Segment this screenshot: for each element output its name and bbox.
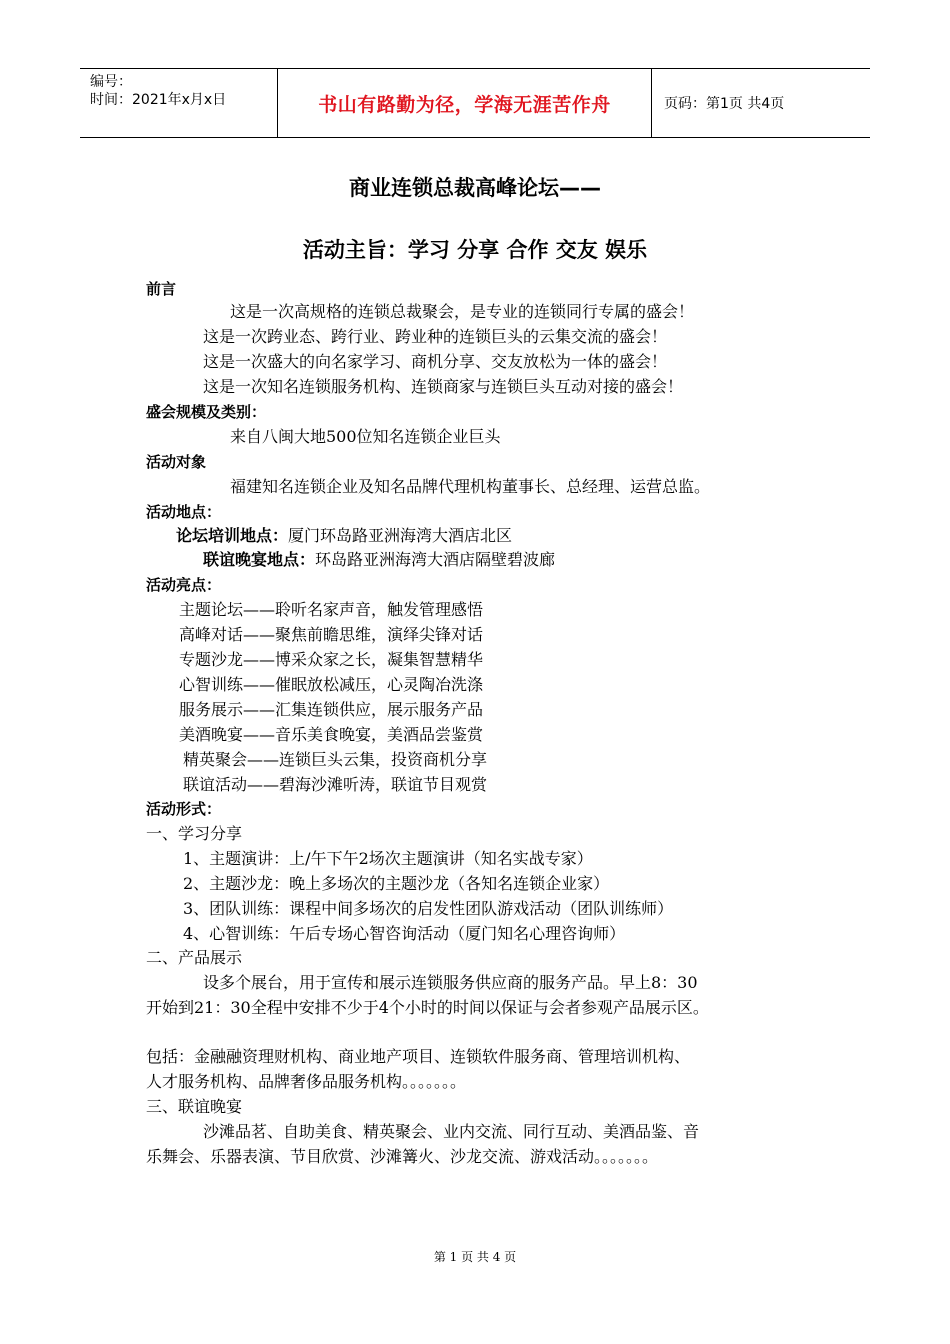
highlight-item: 美酒晚宴——音乐美食晚宴，美酒品尝鉴赏	[179, 725, 484, 744]
audience-text: 福建知名连锁企业及知名品牌代理机构董事长、总经理、运营总监。	[230, 477, 711, 496]
banquet-location	[203, 548, 555, 572]
document-title: 商业连锁总裁高峰论坛——	[349, 176, 601, 200]
forum-location-label: 论坛培训地点：	[176, 526, 289, 545]
learning-item: 2、主题沙龙：晚上多场次的主题沙龙（各知名连锁企业家）	[183, 874, 610, 893]
forum-location-value: 厦门环岛路亚洲海湾大酒店北区	[288, 526, 513, 545]
highlight-item: 精英聚会——连锁巨头云集，投资商机分享	[183, 750, 488, 769]
banquet-location-label: 联谊晚宴地点：	[203, 550, 316, 569]
section-title-products: 二、产品展示	[146, 948, 243, 967]
preface-line: 这是一次盛大的向名家学习、商机分享、交友放松为一体的盛会！	[203, 352, 668, 371]
preface-line: 这是一次跨业态、跨行业、跨业种的连锁巨头的云集交流的盛会！	[203, 327, 668, 346]
learning-item: 4、心智训练：午后专场心智咨询活动（厦门知名心理咨询师）	[183, 924, 626, 943]
scale-text: 来自八闽大地500位知名连锁企业巨头	[230, 427, 501, 446]
location-heading: 活动地点：	[146, 503, 222, 521]
products-line: 设多个展台，用于宣传和展示连锁服务供应商的服务产品。早上8：30	[203, 973, 698, 992]
highlight-item: 专题沙龙——博采众家之长，凝集智慧精华	[179, 650, 484, 669]
highlight-item: 心智训练——催眠放松减压，心灵陶冶洗涤	[179, 675, 484, 694]
forum-location	[176, 524, 512, 548]
highlights-heading: 活动亮点：	[146, 576, 222, 594]
banquet-line: 乐舞会、乐器表演、节目欣赏、沙滩篝火、沙龙交流、游戏活动。。。。。。。	[146, 1147, 659, 1166]
learning-item: 3、团队训练：课程中间多场次的启发性团队游戏活动（团队训练师）	[183, 899, 674, 918]
format-heading: 活动形式：	[146, 800, 222, 818]
page-footer: 第 1 页 共 4 页	[433, 1250, 517, 1264]
products-include-line: 人才服务机构、品牌奢侈品服务机构。。。。。。。	[146, 1072, 467, 1091]
audience-heading: 活动对象	[146, 453, 207, 471]
highlight-item: 服务展示——汇集连锁供应，展示服务产品	[179, 700, 484, 719]
header-motto: 书山有路勤为径，学海无涯苦作舟	[318, 93, 611, 116]
learning-item: 1、主题演讲：上/午下午2场次主题演讲（知名实战专家）	[183, 849, 593, 868]
highlight-item: 主题论坛——聆听名家声音，触发管理感悟	[179, 600, 484, 619]
section-title-learning: 一、学习分享	[146, 824, 243, 843]
preface-heading: 前言	[146, 280, 177, 298]
preface-line: 这是一次高规格的连锁总裁聚会，是专业的连锁同行专属的盛会！	[230, 302, 695, 321]
header-meta	[80, 69, 278, 137]
document-subtitle: 活动主旨：学习 分享 合作 交友 娱乐	[302, 238, 648, 262]
banquet-line: 沙滩品茗、自助美食、精英聚会、业内交流、同行互动、美酒品鉴、音	[203, 1122, 700, 1141]
header-page-info: 页码：第1页 共4页	[664, 96, 785, 112]
preface-line: 这是一次知名连锁服务机构、连锁商家与连锁巨头互动对接的盛会！	[203, 377, 684, 396]
highlight-item: 高峰对话——聚焦前瞻思维，演绎尖锋对话	[179, 625, 484, 644]
document-time: 时间：2021年x月x日	[90, 92, 227, 108]
scale-heading: 盛会规模及类别：	[146, 403, 267, 421]
banquet-location-value: 环岛路亚洲海湾大酒店隔壁碧波廊	[315, 550, 556, 569]
header-motto-cell	[278, 69, 652, 137]
products-line: 开始到21：30全程中安排不少于4个小时的时间以保证与会者参观产品展示区。	[146, 998, 709, 1017]
highlight-item: 联谊活动——碧海沙滩听涛，联谊节目观赏	[183, 775, 488, 794]
products-include-line: 包括：金融融资理财机构、商业地产项目、连锁软件服务商、管理培训机构、	[146, 1047, 691, 1066]
document-number-label: 编号：	[90, 74, 132, 90]
document-header	[80, 68, 870, 138]
section-title-banquet: 三、联谊晚宴	[146, 1097, 243, 1116]
